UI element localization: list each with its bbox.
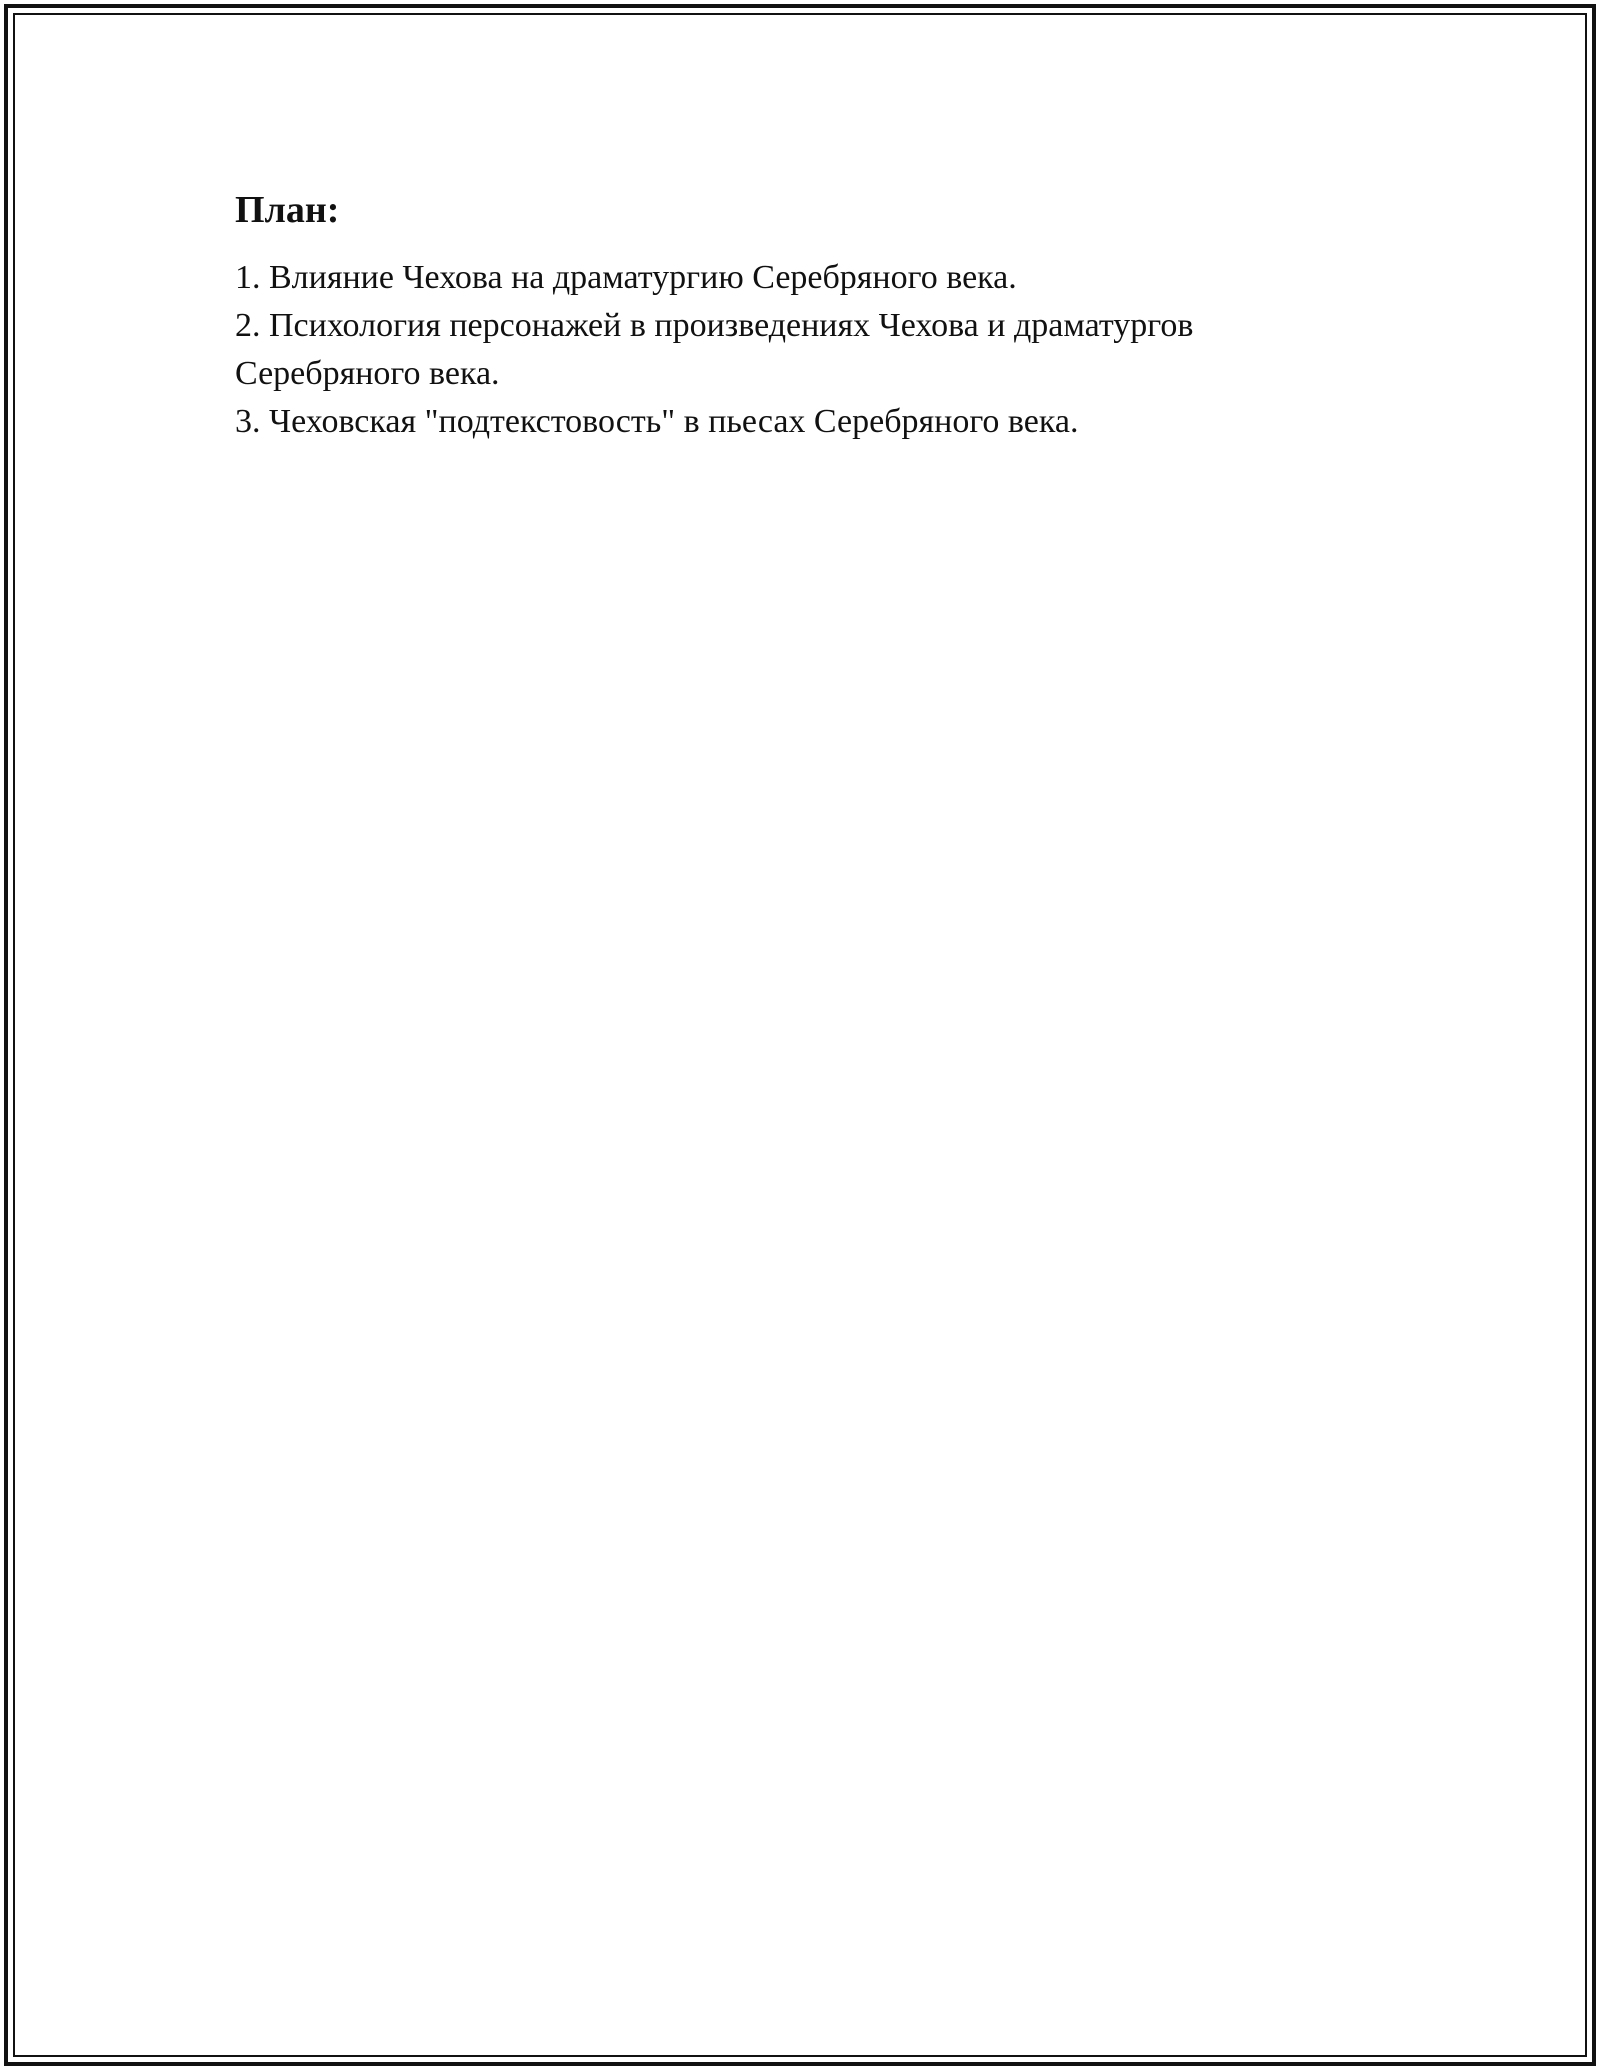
document-content — [235, 186, 1365, 446]
plan-list — [235, 254, 1365, 446]
plan-title: План: — [235, 189, 340, 231]
plan-item-3: 3. Чеховская "подтекстовость" в пьесах Серебряного века. — [235, 403, 1079, 440]
plan-item-2: 2. Психология персонажей в произведениях Чехова и драматургов Серебряного века. — [235, 307, 1194, 392]
plan-item-1: 1. Влияние Чехова на драматургию Серебряного века. — [235, 259, 1017, 296]
